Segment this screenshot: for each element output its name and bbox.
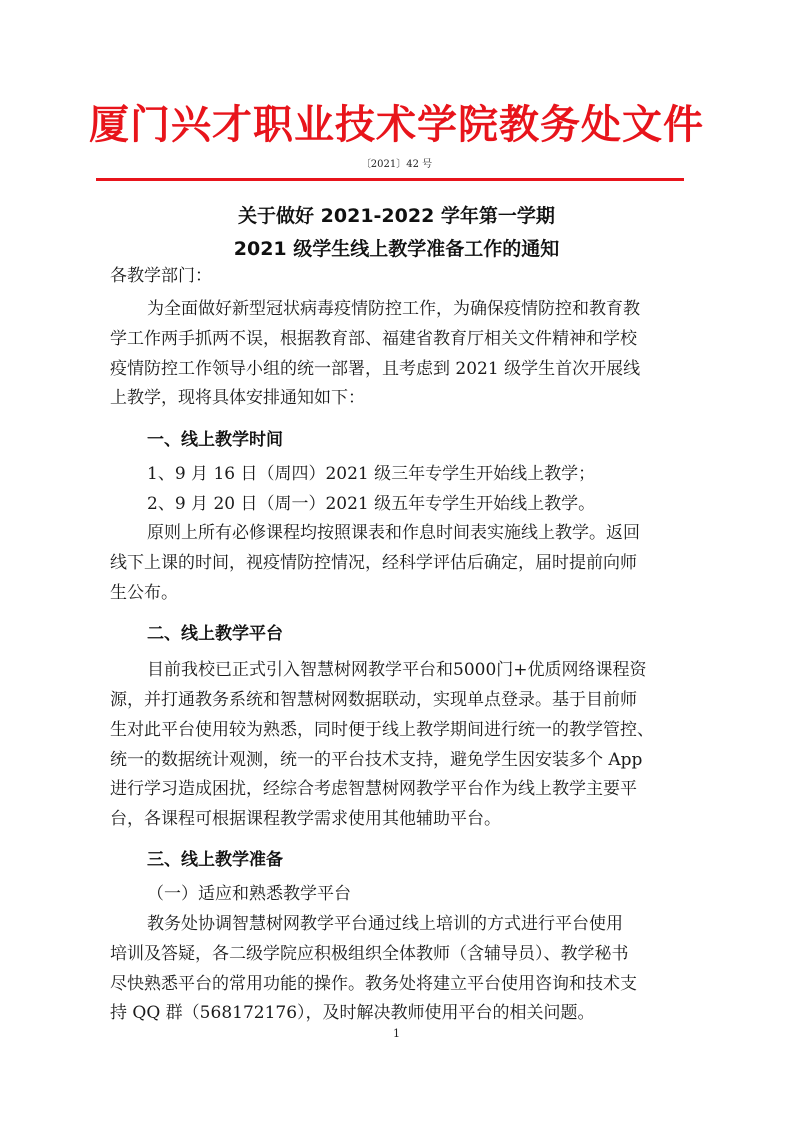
schedule-item: 2、9 月 20 日（周一）2021 级五年专学生开始线上教学。	[147, 494, 596, 514]
intro-line: 为全面做好新型冠状病毒疫情防控工作，为确保疫情防控和教育教	[147, 299, 640, 319]
schedule-item: 1、9 月 16 日（周四）2021 级三年专学生开始线上教学；	[147, 464, 596, 484]
page-number: 1	[393, 1027, 400, 1040]
section2-paragraph-line: 源，并打通教务系统和智慧树网数据联动，实现单点登录。基于目前师	[110, 690, 637, 710]
section-heading-3: 三、线上教学准备	[147, 850, 283, 870]
section3-paragraph-line: 持 QQ 群（568172176），及时解决教师使用平台的相关问题。	[110, 1003, 595, 1023]
notice-title-line-2: 2021 级学生线上教学准备工作的通知	[233, 238, 560, 260]
section2-paragraph-line: 台，各课程可根据课程教学需求使用其他辅助平台。	[110, 809, 501, 829]
issuer-title: 厦门兴才职业技术学院教务处文件	[89, 101, 704, 148]
section2-paragraph-line: 进行学习造成困扰，经综合考虑智慧树网教学平台作为线上教学主要平	[110, 779, 637, 799]
subsection-heading: （一）适应和熟悉教学平台	[147, 884, 351, 904]
notice-title-line-1: 关于做好 2021-2022 学年第一学期	[238, 205, 555, 227]
section3-paragraph-line: 教务处协调智慧树网教学平台通过线上培训的方式进行平台使用	[147, 914, 623, 934]
section1-paragraph-line: 原则上所有必修课程均按照课表和作息时间表实施线上教学。返回	[147, 523, 640, 543]
section1-paragraph-line: 生公布。	[110, 583, 178, 603]
section3-paragraph-line: 尽快熟悉平台的常用功能的操作。教务处将建立平台使用咨询和技术支	[110, 974, 637, 994]
red-separator-line	[96, 178, 684, 181]
salutation: 各教学部门：	[110, 266, 212, 286]
section2-paragraph-line: 目前我校已正式引入智慧树网教学平台和5000门+优质网络课程资	[147, 660, 647, 680]
section2-paragraph-line: 统一的数据统计观测，统一的平台技术支持，避免学生因安装多个 App	[110, 750, 643, 770]
intro-line: 学工作两手抓两不误，根据教育部、福建省教育厅相关文件精神和学校	[110, 329, 637, 349]
section-heading-2: 二、线上教学平台	[147, 624, 283, 644]
document-number: 〔2021〕42 号	[360, 159, 433, 170]
section-heading-1: 一、线上教学时间	[147, 430, 283, 450]
intro-line: 上教学，现将具体安排通知如下：	[110, 388, 365, 408]
section1-paragraph-line: 线下上课的时间，视疫情防控情况，经科学评估后确定，届时提前向师	[110, 553, 637, 573]
section2-paragraph-line: 生对此平台使用较为熟悉，同时便于线上教学期间进行统一的教学管控、	[110, 720, 654, 740]
intro-line: 疫情防控工作领导小组的统一部署，且考虑到 2021 级学生首次开展线	[110, 359, 641, 379]
section3-paragraph-line: 培训及答疑，各二级学院应积极组织全体教师（含辅导员）、教学秘书	[110, 944, 629, 964]
